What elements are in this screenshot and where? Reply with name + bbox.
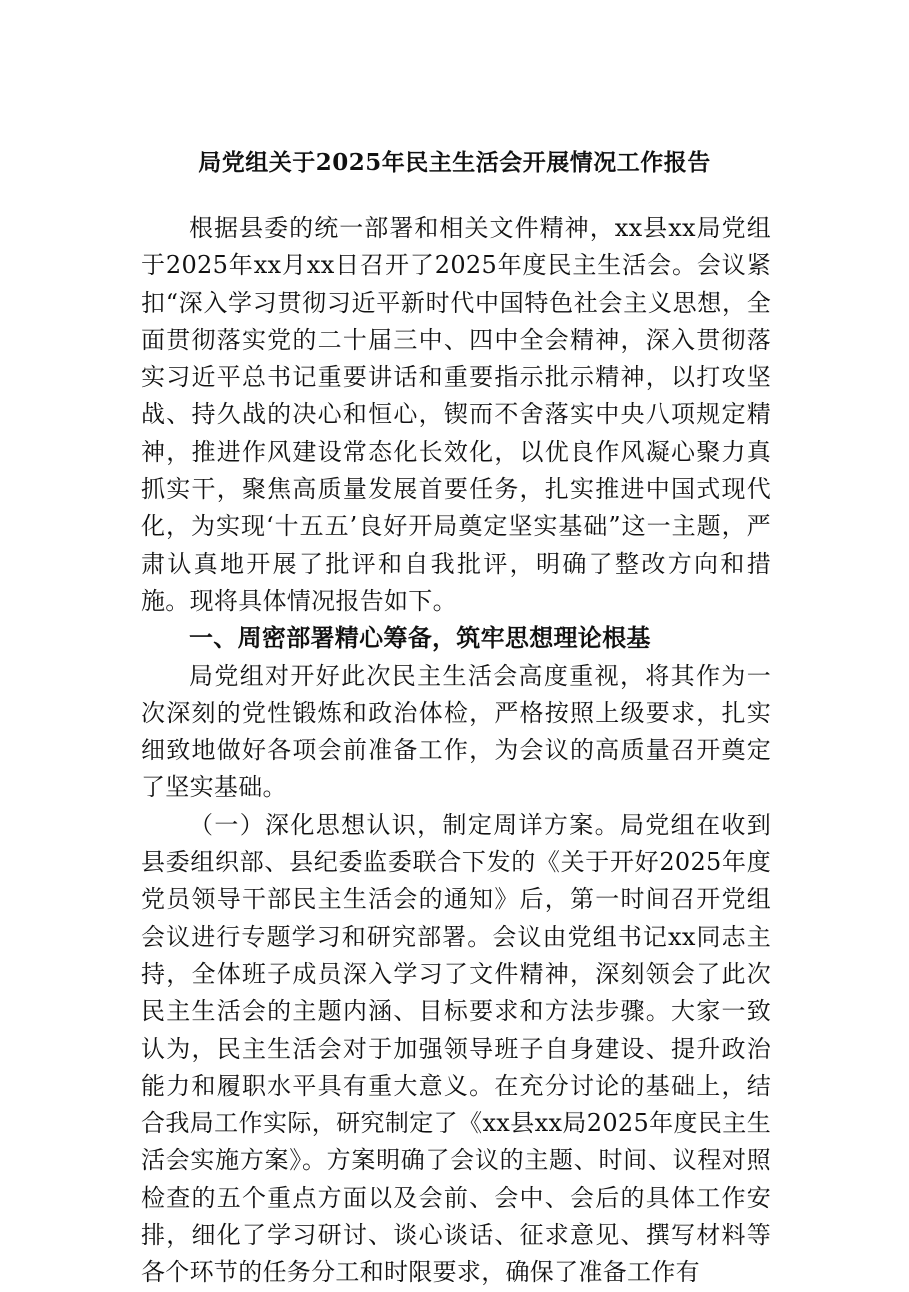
document-title: 局党组关于2025年民主生活会开展情况工作报告 [198,149,711,176]
section-heading: 一、周密部署精心筹备，筑牢思想理论根基 [189,624,651,653]
section-paragraph: 局党组对开好此次民主生活会高度重视，将其作为一次深刻的党性锻炼和政治体检，严格按照上级要求，扎实细致地做好各项会前准备工作，为会议的高质量召开奠定了坚实基础。 [141,661,771,802]
document-body [141,210,771,1292]
subsection-paragraph: （一）深化思想认识，制定周详方案。局党组在收到县委组织部、县纪委监委联合下发的《关于开好2025年度党员领导干部民主生活会的通知》后，第一时间召开党组会议进行专题学习和研究部署。会议由党组书记xx同志主持，全体班子成员深入学习了文件精神，深刻领会了此次民主生活会的主题内涵、目标要求和方法步骤。大家一致认为，民主生活会对于加强领导班子自身建设、提升政治能力和履职水平具有重大意义。在充分讨论的基础上，结合我局工作实际，研究制定了《xx县xx局2025年度民主生活会实施方案》。方案明确了会议的主题、时间、议程对照检查的五个重点方面以及会前、会中、会后的具体工作安排，细化了学习研讨、谈心谈话、征求意见、撰写材料等各个环节的任务分工和时限要求，确保了准备工作有 [141,810,771,1287]
intro-paragraph: 根据县委的统一部署和相关文件精神，xx县xx局党组于2025年xx月xx日召开了2025年度民主生活会。会议紧扣“深入学习贯彻习近平新时代中国特色社会主义思想，全面贯彻落实党的二十届三中、四中全会精神，深入贯彻落实习近平总书记重要讲话和重要指示批示精神，以打攻坚战、持久战的决心和恒心，锲而不舍落实中央八项规定精神，推进作风建设常态化长效化，以优良作风凝心聚力真抓实干，聚焦高质量发展首要任务，扎实推进中国式现代化，为实现‘十五五’良好开局奠定坚实基础”这一主题，严肃认真地开展了批评和自我批评，明确了整改方向和措施。现将具体情况报告如下。 [141,214,771,615]
